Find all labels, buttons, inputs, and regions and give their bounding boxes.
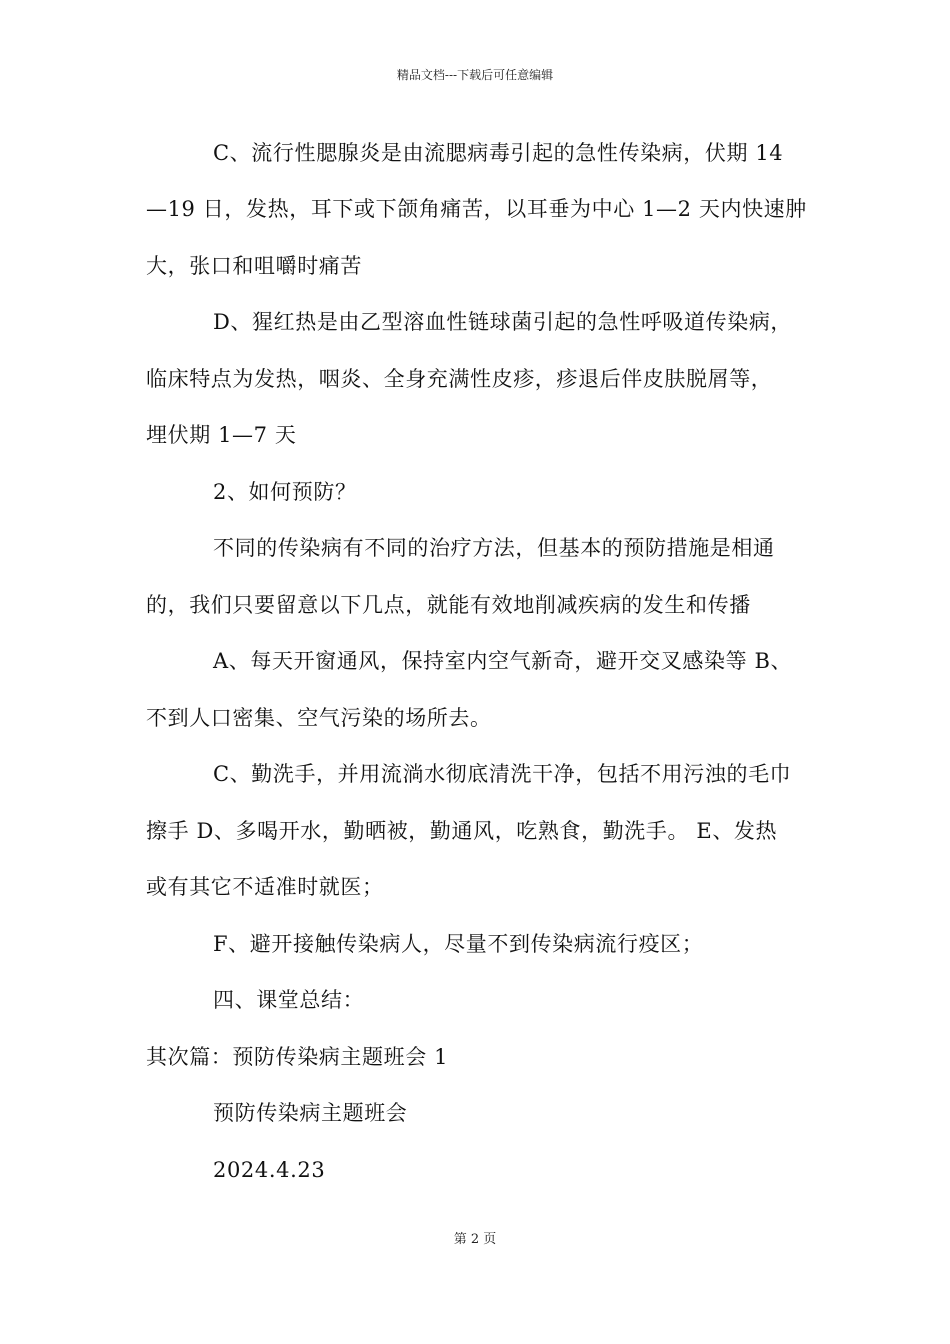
- paragraph-line: F、避开接触传染病人，尽量不到传染病流行疫区；: [213, 932, 704, 956]
- paragraph-line: 埋伏期 1—7 天: [146, 423, 297, 447]
- paragraph-line: D、猩红热是由乙型溶血性链球菌引起的急性呼吸道传染病，: [213, 310, 793, 334]
- subtitle: 预防传染病主题班会: [213, 1101, 408, 1125]
- page-header: 精品文档---下载后可任意编辑: [396, 68, 554, 82]
- paragraph-line: C、勤洗手，并用流淌水彻底清洗干净，包括不用污浊的毛巾: [213, 762, 792, 786]
- paragraph-line: 不同的传染病有不同的治疗方法，但基本的预防措施是相通: [213, 536, 775, 560]
- page-number: 第 2 页: [453, 1232, 497, 1247]
- paragraph-line: 大，张口和咀嚼时痛苦: [146, 254, 362, 278]
- paragraph-line: —19 日，发热，耳下或下颌角痛苦，以耳垂为中心 1—2 天内快速肿: [146, 197, 807, 221]
- paragraph-line: 临床特点为发热，咽炎、全身充满性皮疹，疹退后伴皮肤脱屑等，: [146, 367, 773, 391]
- date-line: 2024.4.23: [213, 1158, 326, 1182]
- paragraph-line: 不到人口密集、空气污染的场所去。: [146, 706, 492, 730]
- paragraph-line: A、每天开窗通风，保持室内空气新奇，避开交叉感染等 B、: [213, 649, 793, 673]
- paragraph-line: 擦手 D、多喝开水，勤晒被，勤通风，吃熟食，勤洗手。 E、发热: [146, 819, 778, 843]
- section-heading: 2、如何预防？: [213, 480, 357, 504]
- paragraph-line: C、流行性腮腺炎是由流腮病毒引起的急性传染病，伏期 14: [213, 141, 784, 165]
- paragraph-line: 的，我们只要留意以下几点，就能有效地削减疾病的发生和传播: [146, 593, 751, 617]
- section-heading: 四、课堂总结：: [213, 988, 365, 1012]
- chapter-title: 其次篇：预防传染病主题班会 1: [146, 1045, 449, 1069]
- paragraph-line: 或有其它不适准时就医；: [146, 875, 384, 899]
